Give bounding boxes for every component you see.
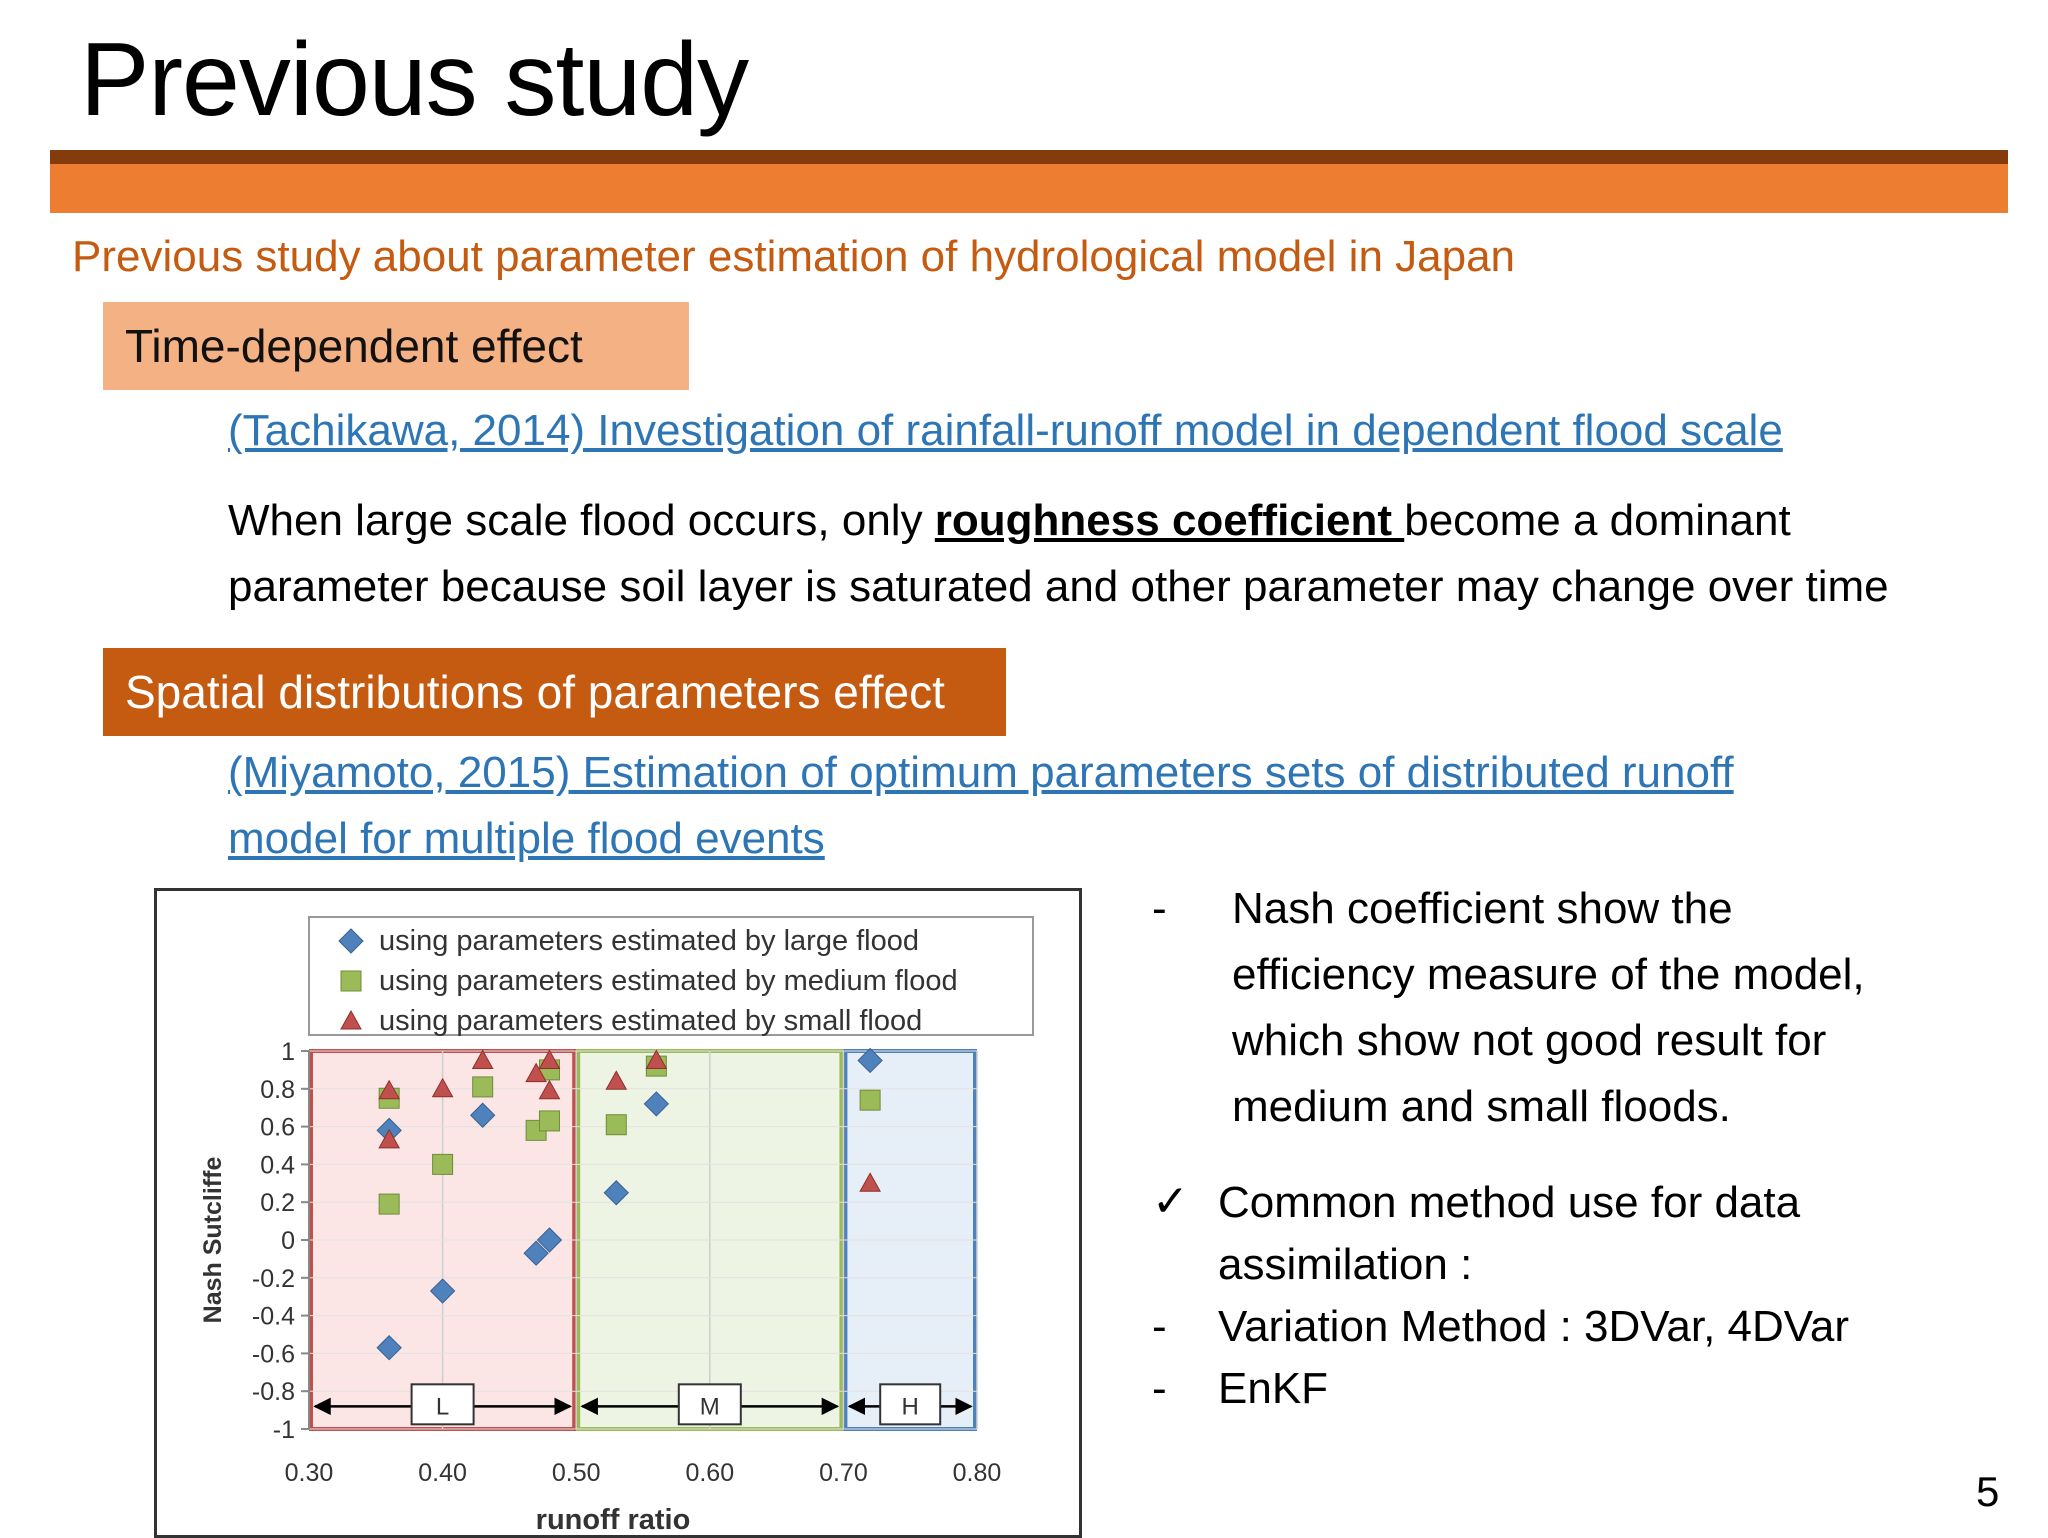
y-tick-label: 0.8 bbox=[260, 1075, 295, 1104]
nash-dash-marker: - bbox=[1152, 884, 1167, 933]
page-number: 5 bbox=[1976, 1468, 2000, 1515]
y-tick-label: -0.2 bbox=[251, 1264, 295, 1293]
x-tick-label: 0.40 bbox=[418, 1459, 467, 1487]
nash-note-line4: medium and small floods. bbox=[1232, 1082, 1731, 1131]
range-label-m: M bbox=[699, 1393, 720, 1421]
method-dash-marker-1: - bbox=[1152, 1302, 1167, 1351]
section-label-time-dependent: Time-dependent effect bbox=[103, 302, 689, 390]
nash-note-line1: Nash coefficient show the bbox=[1232, 884, 1733, 933]
time-dependent-description-line2: parameter because soil layer is saturated and other parameter may change over time bbox=[228, 562, 1889, 611]
legend-label: using parameters estimated by small flood bbox=[379, 1005, 923, 1037]
data-point-square bbox=[539, 1111, 559, 1131]
common-method-line1: Common method use for data bbox=[1218, 1178, 1801, 1227]
checkmark-icon: ✓ bbox=[1152, 1176, 1189, 1227]
reference-link-miyamoto-line2[interactable]: model for multiple flood events bbox=[228, 814, 825, 863]
data-point-square bbox=[379, 1194, 399, 1214]
data-point-square bbox=[433, 1154, 453, 1174]
x-tick-label: 0.60 bbox=[685, 1459, 735, 1487]
reference-link-tachikawa[interactable]: (Tachikawa, 2014) Investigation of rainfall-runoff model in dependent flood scale bbox=[228, 406, 1783, 455]
data-point-square bbox=[473, 1077, 493, 1097]
title-rule-dark bbox=[50, 150, 2008, 164]
method-dash-marker-2: - bbox=[1152, 1364, 1167, 1413]
slide-subtitle: Previous study about parameter estimation of hydrological model in Japan bbox=[72, 232, 1516, 281]
y-tick-label: 0 bbox=[281, 1227, 295, 1255]
range-label-l: L bbox=[435, 1393, 450, 1421]
nash-note-line2: efficiency measure of the model, bbox=[1232, 950, 1865, 999]
roughness-coefficient-emphasis: roughness coefficient bbox=[934, 496, 1405, 545]
x-tick-label: 0.50 bbox=[551, 1459, 601, 1487]
x-tick-label: 0.70 bbox=[819, 1459, 868, 1487]
y-tick-label: -1 bbox=[272, 1416, 295, 1444]
slide-title: Previous study bbox=[80, 22, 749, 138]
section-label-spatial: Spatial distributions of parameters effect bbox=[103, 648, 1006, 736]
common-method-line2: assimilation : bbox=[1218, 1240, 1473, 1289]
title-rule-orange bbox=[50, 164, 2008, 213]
y-tick-label: -0.6 bbox=[251, 1340, 295, 1369]
method-enkf: EnKF bbox=[1218, 1364, 1329, 1413]
range-label-h: H bbox=[901, 1393, 919, 1421]
y-tick-label: -0.8 bbox=[251, 1378, 295, 1407]
data-point-square bbox=[606, 1115, 626, 1135]
x-axis-title: runoff ratio bbox=[535, 1504, 691, 1535]
data-point-square bbox=[341, 971, 361, 991]
y-tick-label: 0.2 bbox=[260, 1189, 295, 1218]
description-text-after: become a dominant bbox=[1404, 496, 1791, 545]
x-tick-label: 0.80 bbox=[952, 1459, 1002, 1487]
y-tick-label: -0.4 bbox=[251, 1302, 295, 1331]
y-tick-label: 1 bbox=[281, 1038, 295, 1066]
nash-note-line3: which show not good result for bbox=[1232, 1016, 1827, 1065]
method-variation: Variation Method : 3DVar, 4DVar bbox=[1218, 1302, 1849, 1351]
nash-sutcliffe-figure bbox=[154, 888, 1082, 1538]
reference-link-miyamoto-line1[interactable]: (Miyamoto, 2015) Estimation of optimum parameters sets of distributed runoff bbox=[228, 748, 1734, 797]
y-axis-title: Nash Sutcliffe bbox=[199, 1156, 227, 1324]
y-tick-label: 0.6 bbox=[260, 1113, 295, 1142]
legend-label: using parameters estimated by large flood bbox=[379, 925, 920, 957]
y-tick-label: 0.4 bbox=[260, 1151, 295, 1180]
time-dependent-description-line1 bbox=[228, 496, 1791, 546]
data-point-square bbox=[860, 1090, 880, 1110]
scatter-chart bbox=[157, 891, 1079, 1535]
legend-label: using parameters estimated by medium flood bbox=[379, 965, 958, 997]
x-tick-label: 0.30 bbox=[284, 1459, 334, 1487]
description-text-before: When large scale flood occurs, only bbox=[228, 496, 935, 545]
